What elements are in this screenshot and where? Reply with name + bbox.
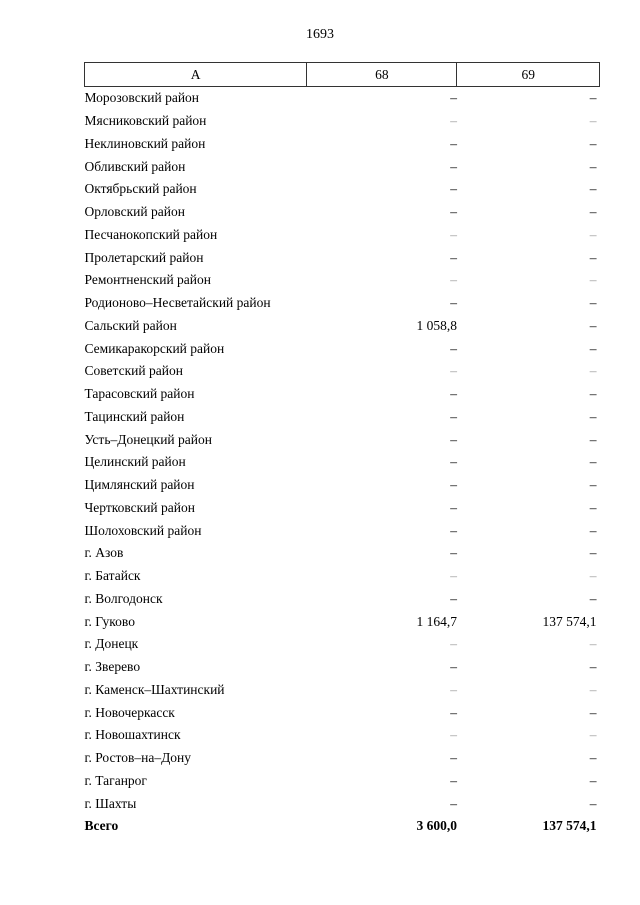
table-row	[85, 656, 600, 679]
value-68: –	[450, 181, 457, 197]
value-68: –	[450, 113, 457, 129]
value-69: –	[589, 295, 597, 311]
value-69: –	[589, 454, 597, 470]
column-header-69: 69	[457, 63, 600, 87]
value-68: –	[450, 659, 457, 675]
table-row	[85, 519, 600, 542]
table-row	[85, 178, 600, 201]
row-label: Шолоховский район	[84, 522, 202, 538]
column-header-a: А	[85, 63, 307, 87]
value-68: –	[450, 636, 457, 652]
row-label: Тарасовский район	[84, 386, 195, 402]
value-68: 1 058,8	[416, 317, 457, 333]
value-68: –	[450, 249, 457, 265]
row-label: г. Новошахтинск	[84, 727, 181, 743]
value-68: –	[450, 772, 457, 788]
table-row	[85, 224, 600, 247]
value-68: –	[450, 522, 457, 538]
value-68: –	[450, 295, 457, 311]
row-label: Морозовский район	[84, 90, 200, 106]
value-69: –	[589, 386, 597, 402]
value-69: –	[589, 545, 597, 561]
table-row	[85, 679, 600, 702]
row-label: Целинский район	[84, 454, 186, 470]
value-68: –	[450, 727, 457, 743]
table-row	[85, 724, 600, 747]
value-69: –	[589, 636, 597, 652]
value-68: –	[450, 272, 457, 288]
value-69: –	[589, 272, 597, 288]
value-68: –	[450, 477, 457, 493]
row-label: Неклиновский район	[84, 135, 206, 151]
row-label: г. Волгодонск	[84, 590, 163, 606]
table-row	[85, 451, 600, 474]
value-68: –	[450, 158, 457, 174]
row-label: Чертковский район	[84, 499, 195, 515]
value-69: –	[589, 113, 597, 129]
value-69: –	[589, 750, 597, 766]
value-68: –	[450, 90, 457, 106]
value-69: –	[589, 90, 597, 106]
table-row	[85, 155, 600, 178]
row-label: г. Батайск	[84, 568, 141, 584]
row-label: г. Каменск–Шахтинский	[84, 681, 225, 697]
table-row	[85, 542, 600, 565]
row-label: Обливский район	[84, 158, 186, 174]
value-68: –	[450, 408, 457, 424]
data-table	[84, 62, 600, 838]
value-68: –	[450, 568, 457, 584]
value-69: –	[589, 363, 597, 379]
value-69: –	[589, 181, 597, 197]
value-68: –	[450, 226, 457, 242]
value-69: –	[589, 249, 597, 265]
value-69: –	[589, 226, 597, 242]
table-row	[85, 315, 600, 338]
row-label: г. Ростов–на–Дону	[84, 750, 192, 766]
value-69: –	[589, 568, 597, 584]
value-68: –	[450, 681, 457, 697]
value-68: –	[450, 590, 457, 606]
row-label: Пролетарский район	[84, 249, 204, 265]
table-row	[85, 292, 600, 315]
row-label: Песчанокопский район	[84, 226, 218, 242]
page-number: 1693	[306, 27, 334, 42]
table-row	[85, 110, 600, 133]
table-row	[85, 360, 600, 383]
table-row	[85, 337, 600, 360]
row-label: Цимлянский район	[84, 477, 195, 493]
row-label: г. Шахты	[84, 795, 137, 811]
row-label: Мясниковский район	[84, 113, 207, 129]
value-69: –	[589, 590, 597, 606]
table-row	[85, 497, 600, 520]
value-69: –	[589, 522, 597, 538]
row-label: Тацинский район	[84, 408, 185, 424]
table-body	[85, 87, 600, 838]
table-row	[85, 770, 600, 793]
table-row	[85, 565, 600, 588]
value-68: –	[450, 545, 457, 561]
value-69: –	[589, 499, 597, 515]
value-69: 137 574,1	[542, 613, 597, 629]
value-68: –	[450, 499, 457, 515]
value-69: –	[589, 317, 597, 333]
table-row	[85, 87, 600, 110]
table-row	[85, 383, 600, 406]
value-69: –	[589, 795, 597, 811]
row-label: Усть–Донецкий район	[84, 431, 212, 447]
total-label: Всего	[84, 818, 119, 834]
row-label: г. Азов	[84, 545, 124, 561]
total-value-69: 137 574,1	[542, 818, 597, 834]
value-69: –	[589, 727, 597, 743]
table-row	[85, 406, 600, 429]
row-label: Семикаракорский район	[84, 340, 225, 356]
row-label: Родионово–Несветайский район	[84, 295, 271, 311]
table-row	[85, 747, 600, 770]
value-68: –	[450, 750, 457, 766]
table-row	[85, 133, 600, 156]
value-68: –	[450, 135, 457, 151]
value-69: –	[589, 431, 597, 447]
table-row	[85, 792, 600, 815]
value-69: –	[589, 135, 597, 151]
row-label: Сальский район	[84, 317, 177, 333]
value-69: –	[589, 408, 597, 424]
value-69: –	[589, 659, 597, 675]
column-header-68: 68	[307, 63, 457, 87]
value-69: –	[589, 704, 597, 720]
value-69: –	[589, 204, 597, 220]
row-label: Орловский район	[84, 204, 185, 220]
value-68: –	[450, 795, 457, 811]
table-row	[85, 201, 600, 224]
value-68: 1 164,7	[416, 613, 457, 629]
table-row	[85, 428, 600, 451]
table-row	[85, 246, 600, 269]
value-68: –	[450, 704, 457, 720]
value-68: –	[450, 431, 457, 447]
row-label: г. Таганрог	[84, 772, 147, 788]
table-row	[85, 269, 600, 292]
row-label: г. Зверево	[84, 659, 141, 675]
value-69: –	[589, 158, 597, 174]
total-row	[85, 815, 600, 838]
row-label: Октябрьский район	[84, 181, 197, 197]
value-69: –	[589, 681, 597, 697]
row-label: г. Гуково	[84, 613, 135, 629]
value-68: –	[450, 363, 457, 379]
table-header-row	[85, 63, 600, 87]
row-label: Ремонтненский район	[84, 272, 211, 288]
value-69: –	[589, 772, 597, 788]
table-row	[85, 588, 600, 611]
table-row	[85, 610, 600, 633]
value-68: –	[450, 340, 457, 356]
value-68: –	[450, 454, 457, 470]
table-row	[85, 701, 600, 724]
total-value-68: 3 600,0	[416, 818, 457, 834]
table-row	[85, 633, 600, 656]
table-row	[85, 474, 600, 497]
value-69: –	[589, 477, 597, 493]
value-68: –	[450, 204, 457, 220]
value-69: –	[589, 340, 597, 356]
value-68: –	[450, 386, 457, 402]
row-label: г. Новочеркасск	[84, 704, 175, 720]
row-label: Советский район	[84, 363, 183, 379]
row-label: г. Донецк	[84, 636, 139, 652]
